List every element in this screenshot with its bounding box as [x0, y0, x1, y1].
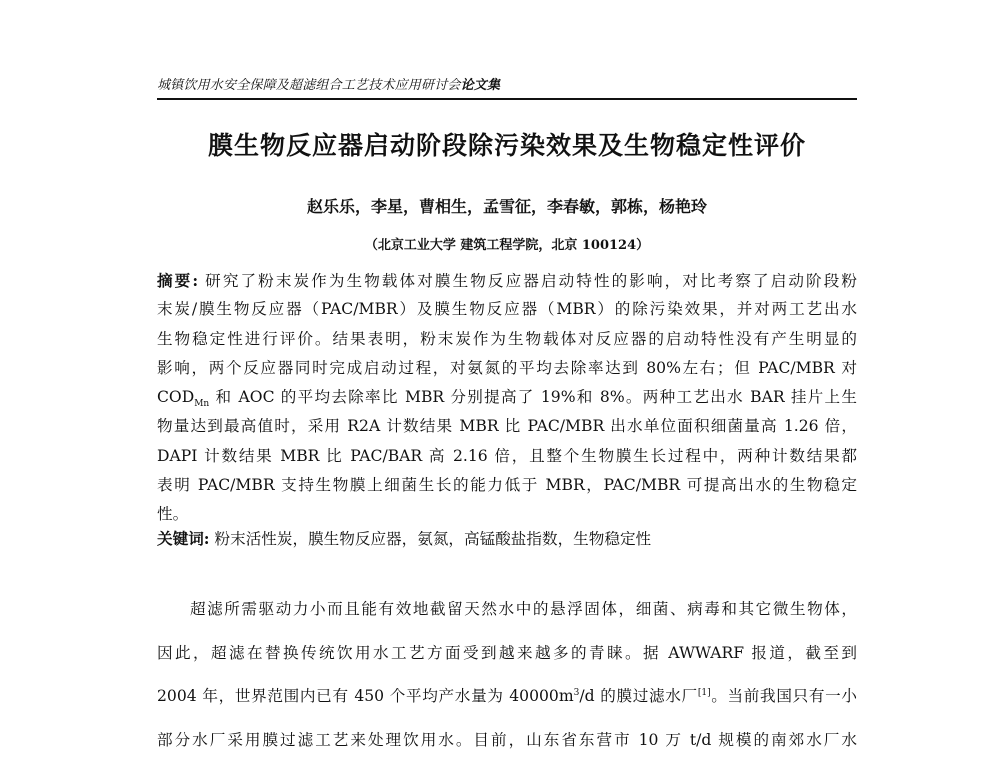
header-rule [157, 98, 857, 100]
body-text [157, 588, 857, 762]
affiliation: （北京工业大学 建筑工程学院，北京 100124） [364, 238, 650, 253]
superscript-cubic: 3 [573, 688, 580, 698]
cod-label: COD [157, 388, 195, 407]
keywords-text: 粉末活性炭，膜生物反应器，氨氮，高锰酸盐指数，生物稳定性 [209, 530, 652, 548]
cod-subscript: Mn [194, 399, 210, 410]
article-title: 膜生物反应器启动阶段除污染效果及生物稳定性评价 [207, 131, 806, 160]
abstract-line: 末炭/膜生物反应器（PAC/MBR）及膜生物反应器（MBR）的除污染效果，并对两工艺出水 [157, 300, 857, 319]
body-text-segment: 。当前我国只有一小 [710, 687, 857, 706]
abstract-line: DAPI 计数结果 MBR 比 PAC/BAR 高 2.16 倍，且整个生物膜生长过程中，两种计数结果都 [157, 446, 857, 465]
abstract-line: 表明 PAC/MBR 支持生物膜上细菌生长的能力低于 MBR，PAC/MBR 可提高出水的生物稳定 [157, 476, 857, 495]
abstract-text: 研究了粉末炭作为生物载体对膜生物反应器启动特性的影响，对比考察了启动阶段粉 [198, 272, 857, 290]
abstract-label: 摘要: [157, 271, 199, 290]
abstract-line: 生物稳定性进行评价。结果表明，粉末炭作为生物载体对反应器的启动特性没有产生明显的 [157, 329, 857, 348]
running-header-collection: 论文集 [460, 78, 501, 93]
body-line [157, 675, 857, 719]
running-header [157, 74, 857, 93]
abstract [157, 266, 857, 530]
abstract-line [157, 266, 857, 295]
abstract-line [157, 383, 857, 412]
body-line: 部分水厂采用膜过滤工艺来处理饮用水。目前，山东省东营市 10 万 t/d 规模的南郊水厂水 [157, 730, 857, 749]
body-text-segment: 2004 年，世界范围内已有 450 个平均产水量为 40000m [157, 687, 574, 706]
body-text-segment: /d 的膜过滤水厂 [579, 687, 698, 706]
running-header-title: 城镇饮用水安全保障及超滤组合工艺技术应用研讨会 [157, 78, 461, 93]
keywords [157, 524, 857, 553]
abstract-line: 影响，两个反应器同时完成启动过程，对氨氮的平均去除率达到 80%左右；但 PAC/MBR 对 [157, 358, 857, 377]
body-line: 超滤所需驱动力小而且能有效地截留天然水中的悬浮固体，细菌、病毒和其它微生物体， [190, 600, 857, 618]
abstract-text: 和 AOC 的平均去除率比 MBR 分别提高了 19%和 8%。两种工艺出水 BAR 挂片上生 [209, 388, 857, 407]
citation-ref: [1] [697, 688, 711, 698]
keywords-label: 关键词: [157, 529, 210, 548]
authors: 赵乐乐，李星，曹相生，孟雪征，李春敏，郭栋，杨艳玲 [306, 197, 707, 216]
abstract-line: 性。 [157, 505, 189, 524]
body-line: 因此，超滤在替换传统饮用水工艺方面受到越来越多的青睐。据 AWWARF 报道，截至到 [157, 643, 857, 662]
abstract-line: 物量达到最高值时，采用 R2A 计数结果 MBR 比 PAC/MBR 出水单位面积细菌量高 1.26 倍， [157, 417, 857, 436]
